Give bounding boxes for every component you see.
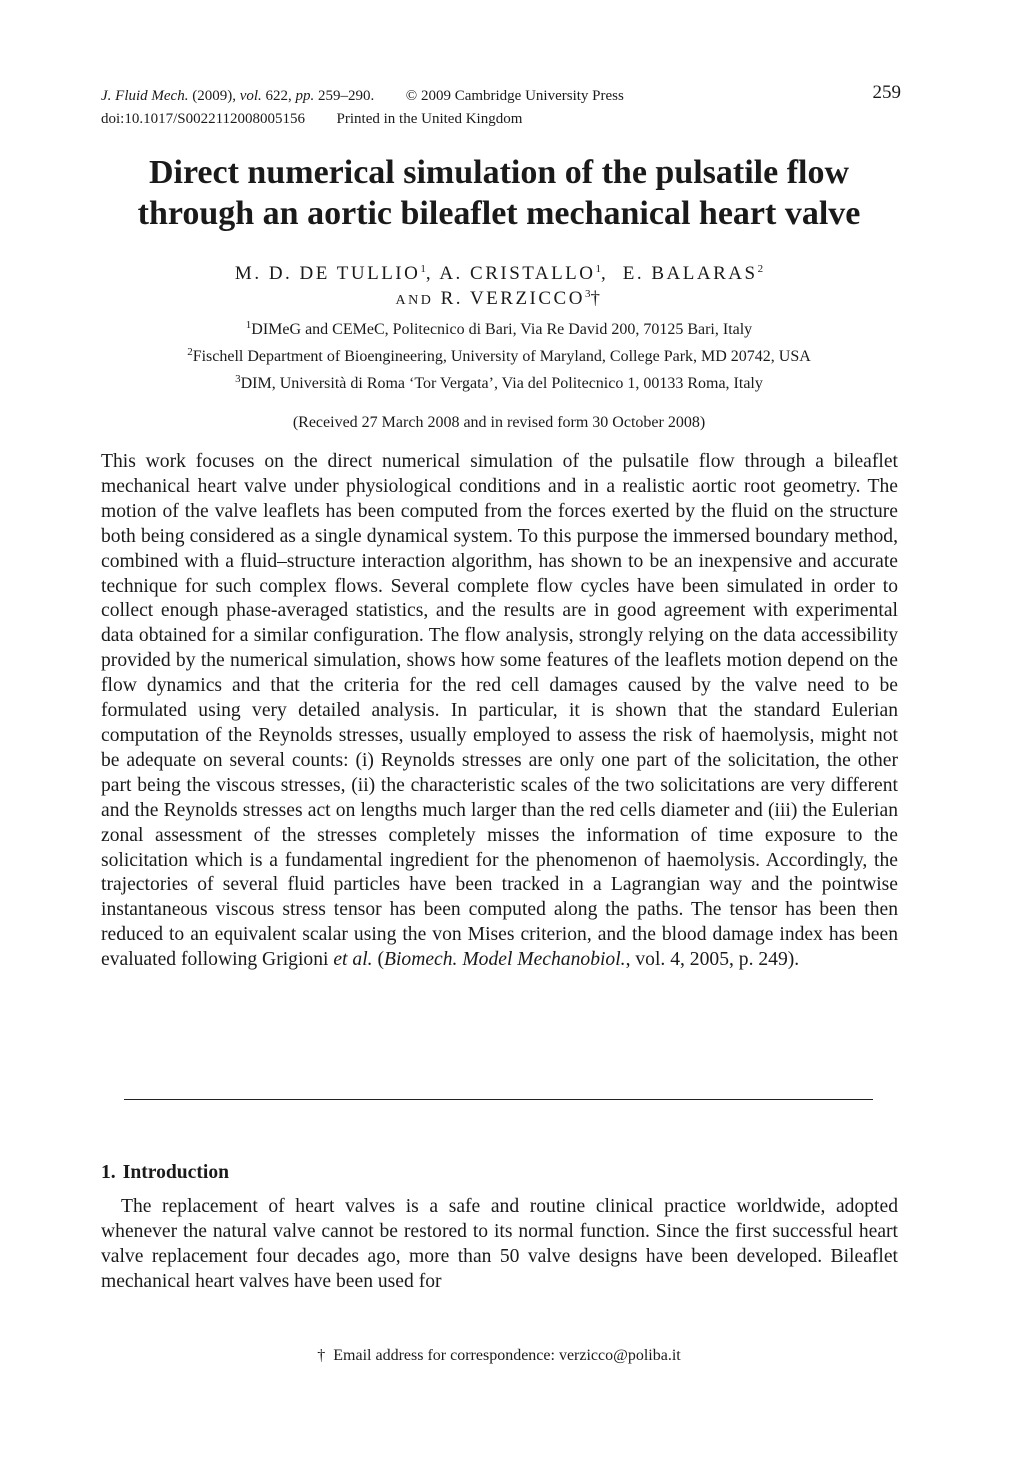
author-line-1: M. D. DE TULLIO$^1$, A. CRISTALLO$^1$, E. BALARAS$^2$: [234, 263, 764, 284]
doi-line: [101, 108, 901, 131]
author-name: M. D. DE TULLIO: [234, 263, 421, 284]
author-affil-mark: 1: [595, 263, 602, 275]
paper-title: [60, 152, 938, 234]
citation-journal: Biomech. Model Mechanobiol.: [383, 949, 626, 971]
author-line-2: [60, 286, 938, 313]
running-header: [101, 82, 901, 131]
printed-note: Printed in the United Kingdom: [336, 111, 523, 127]
introduction-paragraph: The replacement of heart valves is a safe and routine clinical practice worldwide, adopted whenever the natural valve cannot be restored to its normal function. Since the first successful heart valve replacement four decades ago, more than 50 valve designs have been developed. Bileaflet mechanical heart valves have been used for: [101, 1196, 898, 1292]
affiliation: [60, 316, 938, 343]
author-affil-mark: 3: [584, 288, 591, 300]
journal-name: J. Fluid Mech.: [101, 88, 189, 104]
abstract-body: This work focuses on the direct numerical simulation of the pulsatile flow through a bileaflet mechanical heart valve under physiological conditions and in a realistic aortic root geometry. The motion of the valve leaflets has been computed from the forces exerted by the fluid on the structure both being considered as a single dynamical system. To this purpose the immersed boundary method, combined with a fluid–structure interaction algorithm, has shown to be an inexpensive and accurate technique for such complex flows. Several complete flow cycles have been simulated in order to collect enough phase-averaged statistics, and the results are in good agreement with experimental data obtained for a similar configuration. The flow analysis, strongly relying on the data accessibility provided by the numerical simulation, shows how some features of the leaflets motion depend on the flow dynamics and that the criteria for the red cell damages caused by the valve need to be formulated using very detailed analysis. In particular, it is shown that the standard Eulerian computation of the Reynolds stresses, usually employed to assess the risk of haemolysis, might not be adequate on several counts: (i) Reynolds stresses are only one part of the solicitation, the other part being the viscous stresses, (ii) the characteristic scales of the two solicitations are very different and the Reynolds stresses act on lengths much larger than the red cells diameter and (iii) the Eulerian zonal assessment of the stresses completely misses the information of time exposure to the solicitation which is a fundamental ingredient for the phenomenon of haemolysis. Accordingly, the trajectories of several fluid particles have been tracked in a Lagrangian way and the pointwise instantaneous viscous stress tensor has been computed along the paths. The tensor has been then reduced to an equivalent scalar using the von Mises criterion, and the blood damage index has been evaluated following Grigioni: [101, 451, 898, 971]
author-affil-mark: 1: [420, 263, 426, 275]
volume-number: 622,: [265, 88, 292, 104]
page-number: 259: [872, 82, 901, 103]
copyright-notice: © 2009 Cambridge University Press: [405, 88, 624, 104]
page-range: 259–290.: [318, 88, 375, 104]
affiliation-text: DIM, Università di Roma ‘Tor Vergata’, Via del Politecnico 1, 00133 Roma, Italy: [240, 375, 763, 392]
citation-details: , vol. 4, 2005, p. 249).: [625, 949, 800, 971]
affiliation: [60, 343, 938, 370]
volume-label: vol.: [239, 88, 262, 104]
affiliation-text: DIMeG and CEMeC, Politecnico di Bari, Via Re David 200, 70125 Bari, Italy: [251, 321, 753, 338]
correspondence-footnote: [60, 1345, 938, 1367]
author-list: [60, 261, 938, 313]
section-number: 1.: [101, 1162, 116, 1183]
author-name: E. BALARAS: [622, 263, 758, 284]
footnote-text: Email address for correspondence: verzicco@poliba.it: [333, 1347, 681, 1364]
affiliation-mark: 3: [235, 373, 241, 385]
title-line-2: through an aortic bileaflet mechanical heart valve: [137, 195, 861, 232]
citation-line: [101, 85, 901, 108]
citation-open: (: [377, 949, 384, 971]
author-name: R. VERZICCO: [440, 288, 585, 309]
affiliation: [60, 370, 938, 397]
section-heading: [101, 1162, 229, 1184]
corresponding-author-mark: †: [590, 288, 603, 309]
abstract: [101, 450, 898, 973]
footnote-dagger: †: [317, 1347, 326, 1364]
author-conjunction: AND: [395, 293, 434, 308]
section-title: Introduction: [122, 1162, 230, 1183]
affiliations: [60, 316, 938, 397]
author-affil-mark: 2: [757, 263, 764, 275]
affiliation-mark: 2: [187, 346, 193, 358]
affiliation-text: Fischell Department of Bioengineering, University of Maryland, College Park, MD 20742, USA: [192, 348, 811, 365]
received-dates: (Received 27 March 2008 and in revised form 30 October 2008): [292, 414, 706, 431]
abstract-divider: [124, 1099, 873, 1100]
journal-year: (2009),: [192, 88, 236, 104]
abstract-etal: et al.: [333, 949, 373, 971]
pages-label: pp.: [295, 88, 315, 104]
affiliation-mark: 1: [245, 319, 252, 331]
doi: doi:10.1017/S0022112008005156: [101, 111, 306, 127]
title-line-1: Direct numerical simulation of the pulsatile flow: [148, 154, 850, 191]
author-name: A. CRISTALLO: [439, 263, 596, 284]
